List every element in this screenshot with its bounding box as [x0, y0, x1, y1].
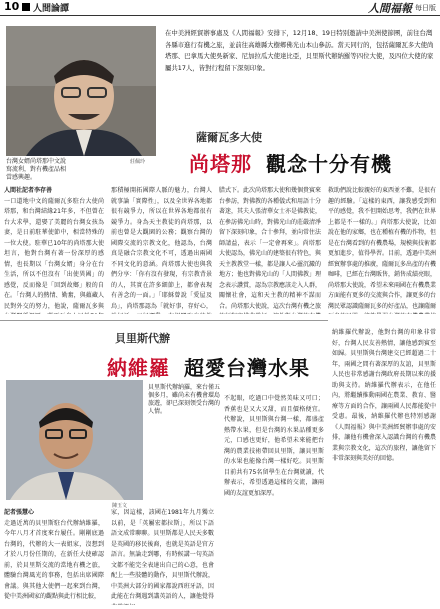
story1-headline: 觀念十分有機: [266, 152, 392, 176]
story2-name: 納維羅: [107, 356, 170, 380]
story2-column-3: [224, 394, 324, 605]
story1-photo-credit: 莊佩玲: [130, 159, 146, 165]
edition-label: 每日版: [415, 4, 436, 12]
story2-column-4: [332, 328, 436, 605]
intro-paragraph: 在中美洲經貿辦事處及《人間福報》安排下，12月18、19日特別邀請中美洲使節團，前往台灣各縣市進行有機之旅，並前往高雄縣大樹鄉佛光山本山參訪。當天同行的，包括薩爾瓦多大使尚塔那、巴拿馬大使吳新家、尼加拉瓜大使達比亞，貝里斯代辦納羅等四位大使，及四位大使的家屬共17人，皆對行程留下深刻印象。: [165, 29, 434, 72]
story1-column-2: [111, 186, 212, 314]
story2-headline: 超愛台灣水果: [184, 356, 310, 380]
story1-column-1-text: 一口道地中文的薩爾瓦多駐台大使尚塔那，和台灣結緣21年多，不但曾在台大求學，還娶了美麗的台灣女孩為妻，是日前駐華使節中，相當特殊的一位大使。駐華已10年的尚塔那大使坦言，他對台灣有著一份深厚的感情，也長期以「台灣女婿」身分在台生活，所以不但沒有「出使異國」的感覺，反而像是「回到故鄉」般的自在。「台灣人的熱情、勤奮，與蘊藏人民對外交的努力，他說，薩爾瓦多與: [4, 197, 104, 310]
section-marker-icon: [22, 3, 30, 11]
story2-column-3-text: 不起眼，吃過口中覺然美味又可口；香蕉也是又大又甜，而且價格便宜。代辦說，貝里斯與台灣一樣，都盛產熱帶水果，但是台灣的水果品種更多元，口感也更好，他希望未來能把台灣的農業技術帶回貝里斯，讓貝里斯的水果也能像台灣一樣好吃。貝里斯目前共有75名留學生在台灣就讀，代辦表示，希望透過這樣的交流，讓兩國的友誼更加深厚。: [224, 395, 324, 497]
story2-byline: 記者張慧心: [4, 509, 35, 516]
story1-photo-caption: 台灣女婿尚塔那中文說寫流利，對有機產品相當感興趣。: [6, 158, 67, 181]
story1-name: 尚塔那: [189, 152, 252, 176]
story2-column-1: [4, 508, 104, 605]
story1-column-3-text: 腊式下。此次尚塔那大使和幾個貴賓來台參訪，對佛教的各種儀式和用語十分著迷，其夫人張清華女士亦是佛教徒，在參訪佛光山時，對佛光山的莊嚴清淨留下深刻印象，合十參拜，並向常住法師請益，表示「一定會再來」。尚塔那大使認為，佛光山的建築很有特色，與天主教教堂一樣，都是讓人心靈沉澱的地方；他也對佛光山的「人間佛教」理念表示讚賞，認為宗教應該走入人群，關懷社會，這和天主教的精神不謀而合。尚塔那大使說，這次台灣有機之旅: [219, 187, 321, 310]
page-number: 10: [4, 0, 20, 13]
story2-column-2-text: 家，因這樣，該國在1981年九月獨立以前，是「英屬宏都拉斯」，所以下語語文成常聊聊。貝里斯都是人民天多數是英國的移民後裔，也就是英語是官方語言。無論走到哪，有時候講一句英語文都不能完全表達出自己的心意，也會配上一些肢體的動作，貝里斯代辦說，中美洲大部分的國家都說西班牙語，因此能在台灣遇到講英語的人，讓他覺得: [111, 509, 214, 600]
story1-column-3: [219, 186, 321, 314]
story-divider: [0, 320, 328, 321]
story2-subtitle: 貝里斯代辦: [115, 332, 170, 345]
story1-byline: 人間社記者李存善: [4, 187, 53, 194]
story2-column-2: [111, 508, 214, 605]
story1-column-4: [328, 186, 436, 314]
section-title: 人間論譚: [33, 4, 70, 14]
story1-column-1: [4, 186, 104, 314]
story2-column-4-text: 納維羅代辦說，他對台灣的印象非常好，台灣人民友善熱情，讓他感到賓至如歸。貝里斯與台灣建交已經超過二十年，兩國之間有著深厚的友誼，貝里斯人民也非常感謝台灣政府長期以來的援助與支持。納維羅代辦表示，在他任內，將繼續推動兩國在農業、教育、醫療等方面的合作，讓兩國人民都能從中受惠。最後，納維羅代辦也特別感謝《人間福報》與中美洲經貿辦事處的安排，讓他有機會深入認識台灣的有機農業與宗教文化，這次的旅程，讓他留下非常深刻與美好的回憶。: [332, 329, 436, 462]
masthead-logo: 人間福報: [368, 2, 412, 15]
story2-column-1-text: 走過近萬的貝里斯駐台代辦納維羅，今年八月才首度來台履任。剛剛底過台灣的，代辦的大一表姐家，沒想到才於八月份任期的，在新任大使確認前，於貝里斯交流的當地有機之旅，體驗台灣風光的事務，包括出席國際會議。與其他大使們一起來到台灣，從中美洲國家的觀點與此行相比較，: [4, 519, 104, 600]
page-header: [0, 0, 440, 16]
story2-photo-caption: 貝里斯代辦納羅，來台僅五個多月，雖尚未有機會環島旅遊，卻已深刻領受台灣的人情。: [148, 384, 221, 415]
story1-photo: [6, 26, 156, 156]
story2-photo-credit: 陳玉文: [112, 503, 128, 509]
story1-column-2-text: 那積極開拓國際人脈的魅力，台灣人就事論「實際性」，以及全世界各地都很有競爭力，所以在世界各地都很有競爭力。身為天主教徒的尚塔那，以前也曾是大觀園的公務；觀察台灣的國際交流的宗教文化，他認為，台灣真是融合宗教文化不可，透過出兩國不同文化的意涵。尚塔那大使也與我們分享：「你有沒有發現，有宗教背景的人，其實在許多細節上，都會表現有善念的一面。」「耶穌曾說「愛屋及烏」，尚塔那認為「就好事，存好心，: [111, 187, 212, 310]
story1-subtitle: 薩爾瓦多大使: [196, 131, 262, 144]
story2-photo: [6, 380, 143, 500]
story1-column-4-text: 救助們說比較親好的東西並不難，是很有趣的經驗。「這樣的東西，讓我感受到和平的感覺，我不但開始思考，我們在世界上都是不一樣的。」尚塔那大使說，比如說在他的家鄉，也在種植有機的作物，但是在台灣看到的有機農場，規模與技術都更加進步，值得學習。目前，透過中美洲經貿辦事處的推廣，薩爾瓦多出產的有機咖啡，已經在台灣販售，銷售成績亮眼，尚塔那大使說，希望未來兩國在有機農業方面能有更多的交流與合作，讓更多的台灣民眾認識薩爾瓦多的好產品，也讓薩爾: [328, 187, 436, 310]
